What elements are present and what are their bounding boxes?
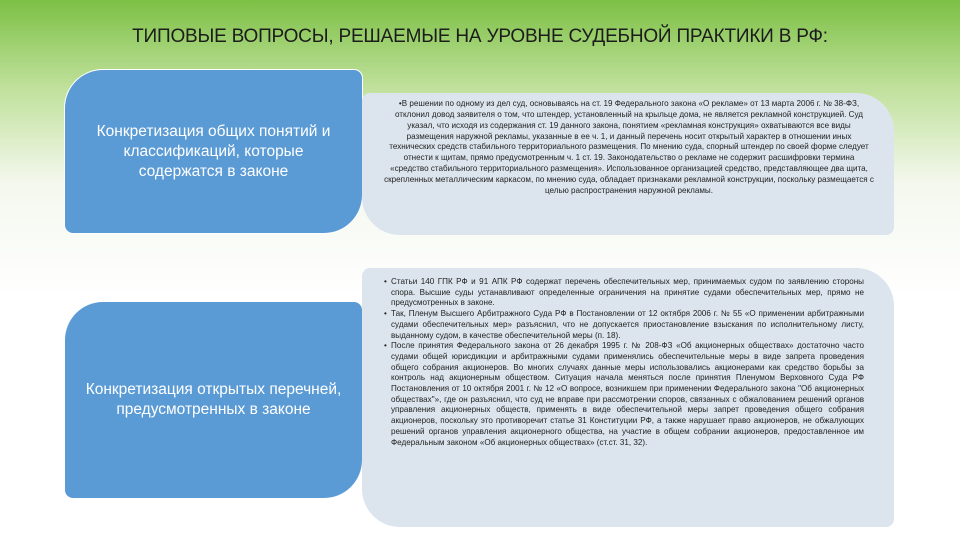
heading-concepts: Конкретизация общих понятий и классификаций, которые содержатся в законе (96, 122, 331, 180)
bullet-text: • Так, Пленум Высшего Арбитражного Суда РФ в Постановлении от 12 октября 2006 г. № 55 «О применении арбитражными судами обеспечительных мер» разъяснил, что не допускается приостановление взыскания по исполнительному листу, выданному судом, в качестве обеспечительной меры (п. 18). (384, 309, 864, 341)
bullet-text: • В решении по одному из дел суд, основываясь на ст. 19 Федерального закона «О рекламе» от 13 марта 2006 г. № 38-ФЗ, отклонил довод заявителя о том, что штендер, установленный на крыльце дома, не является рекламной конструкцией. Суд указал, что исходя из содержания ст. 19 данного закона, понятием «рекламная конструкция» охватываются все виды размещения наружной рекламы, указанные в ее ч. 1, и данный перечень носит открытый характер в отношении иных технических средств стабильного территориального размещения. По мнению суда, спорный штендер по своей форме следует отнести к щитам, прямо предусмотренным ч. 1 ст. 19. Законодательство о рекламе не содержит расшифровки термина «средство стабильного территориального размещения». Использованное организацией средство, представляющее два щита, скрепленных металлическим каркасом, по мнению суда, обладает признаками рекламной конструкции, поскольку размещается с целью распространения наружной рекламы. (384, 99, 874, 197)
text-panel-concepts (362, 93, 894, 235)
slide-title: ТИПОВЫЕ ВОПРОСЫ, РЕШАЕМЫЕ НА УРОВНЕ СУДЕБНОЙ ПРАКТИКИ В РФ: (132, 26, 828, 47)
bullet-text: • После принятия Федерального закона от 26 декабря 1995 г. № 208-ФЗ «Об акционерных обществах» достаточно часто судами общей юрисдикции и арбитражными судами применялись обеспечительные меры в виде запрета проведения общего собрания акционеров. Во многих случаях данные меры использовались акционерами как средство борьбы за контроль над акционерным обществом. Ситуация начала меняться после принятия Пленумом Верховного Суда РФ Постановления от 10 октября 2001 г. № 12 «О вопросе, возникшем при применении Федерального закона "Об акционерных обществах"», где он разъяснил, что суд не вправе при рассмотрении споров, связанных с обжалованием решений органов управления акционерных обществ, применять в виде обеспечительной меры запрет проведения общего собрания акционеров, поскольку это противоречит статье 31 Конституции РФ, а также нарушает право акционеров, не обжалующих решений органов управления акционерного общества, на участие в общем собрании акционеров, предоставленное им Федеральным законом «Об акционерных обществах» (ст.ст. 31, 32). (384, 341, 864, 448)
heading-box-concepts (65, 70, 362, 233)
bullet-text: • Статьи 140 ГПК РФ и 91 АПК РФ содержат перечень обеспечительных мер, принимаемых судом по заявлению стороны спора. Высшие суды устанавливают определенные ограничения на принятие судами обеспечительных мер, прямо не предусмотренных в законе. (384, 277, 864, 309)
text-panel-open-lists (362, 268, 894, 527)
heading-box-open-lists (65, 302, 362, 498)
heading-open-lists: Конкретизация открытых перечней, предусмотренных в законе (85, 381, 342, 418)
